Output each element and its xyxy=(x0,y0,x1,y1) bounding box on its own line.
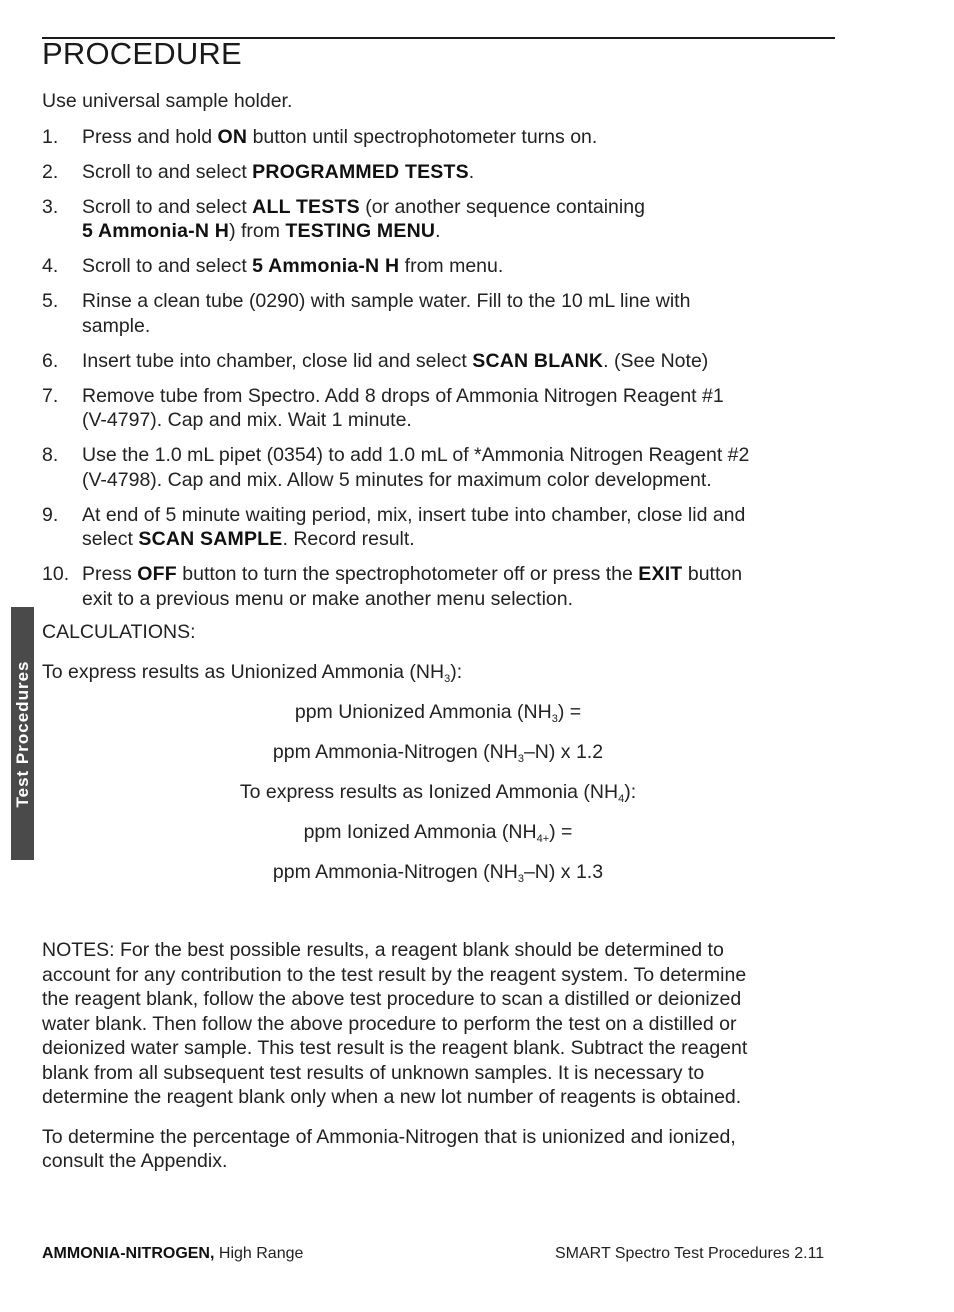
text-line: NOTES: For the best possible results, a reagent blank should be determined to xyxy=(42,939,724,961)
procedure-step xyxy=(42,443,842,492)
text-run: Use the 1.0 mL pipet (0354) to add 1.0 mL of *Ammonia Nitrogen Reagent #2 xyxy=(82,444,750,466)
side-tab-label: Test Procedures xyxy=(12,660,32,807)
text-run: . xyxy=(468,160,475,183)
step-number: 1. xyxy=(42,125,59,148)
text-line: the reagent blank, follow the above test procedure to scan a distilled or deionized xyxy=(42,988,742,1010)
subscript: 3 xyxy=(517,872,524,885)
text-run: ppm Unionized Ammonia (NH xyxy=(294,700,552,723)
text-run: –N) x 1.2 xyxy=(523,740,604,763)
bold-term: 5 Ammonia-N H xyxy=(82,220,230,242)
text-run: ) = xyxy=(549,820,573,843)
step-number: 10. xyxy=(42,563,70,585)
bold-term: EXIT xyxy=(638,563,683,585)
intro-text: Use universal sample holder. xyxy=(42,90,293,112)
text-run: Press xyxy=(82,563,138,585)
procedure-step xyxy=(42,289,842,338)
calculation-line xyxy=(42,660,842,685)
text-line: deionized water sample. This test result is the reagent blank. Subtract the reagent xyxy=(42,1037,748,1059)
text-run: To express results as Ionized Ammonia (NH xyxy=(239,780,619,803)
procedure-step xyxy=(42,384,842,433)
text-line: water blank. Then follow the above procedure to perform the test on a distilled or xyxy=(42,1012,737,1035)
subscript: 3 xyxy=(444,672,451,685)
calculations-heading: CALCULATIONS: xyxy=(42,620,196,643)
step-number: 6. xyxy=(42,349,59,372)
text-run: button to turn the spectrophotometer off or press the xyxy=(176,563,639,585)
bold-term: OFF xyxy=(137,563,177,585)
bold-term: TESTING MENU xyxy=(285,220,436,242)
appendix-paragraph xyxy=(42,1125,842,1174)
text-line: account for any contribution to the test result by the reagent system. To determine xyxy=(42,963,747,986)
calculation-line xyxy=(42,700,834,725)
procedure-body xyxy=(42,89,842,1174)
subscript: 3 xyxy=(551,712,558,725)
text-run: At end of 5 minute waiting period, mix, insert tube into chamber, close lid and xyxy=(82,503,746,526)
bold-term: SCAN BLANK xyxy=(472,349,604,372)
bold-term: SCAN SAMPLE xyxy=(138,528,283,550)
procedure-step xyxy=(42,125,842,150)
calculation-line xyxy=(42,860,834,885)
procedure-step xyxy=(42,160,842,185)
text-run: ): xyxy=(450,660,463,683)
bold-term: PROGRAMMED TESTS xyxy=(252,160,469,183)
text-run: . Record result. xyxy=(282,528,415,550)
text-run: select xyxy=(82,528,139,550)
calculation-line xyxy=(42,820,834,845)
text-run: Remove tube from Spectro. Add 8 drops of Ammonia Nitrogen Reagent #1 xyxy=(82,384,724,407)
calculations-lines xyxy=(42,660,842,885)
text-run: (V-4797). Cap and mix. Wait 1 minute. xyxy=(82,409,412,431)
text-run: Scroll to and select xyxy=(82,160,253,183)
notes-paragraph xyxy=(42,938,842,1110)
text-run: Scroll to and select xyxy=(82,195,253,218)
text-run: ppm Ionized Ammonia (NH xyxy=(303,820,537,843)
procedure-steps xyxy=(42,125,842,612)
subscript: 4 xyxy=(618,792,625,805)
footer-test-name: AMMONIA-NITROGEN, xyxy=(42,1245,215,1262)
text-line: consult the Appendix. xyxy=(42,1150,228,1172)
text-run: To express results as Unionized Ammonia (NH xyxy=(42,660,445,683)
step-number: 5. xyxy=(42,290,59,312)
step-number: 9. xyxy=(42,503,59,526)
page-title: PROCEDURE xyxy=(42,36,242,71)
side-tab xyxy=(11,607,34,860)
step-number: 2. xyxy=(42,160,59,183)
text-run: ): xyxy=(624,780,637,803)
text-run: ) from xyxy=(229,220,286,242)
text-run: button xyxy=(682,563,743,585)
subscript: 3 xyxy=(517,752,524,765)
text-run: . (See Note) xyxy=(603,349,709,372)
procedure-step xyxy=(42,562,842,611)
bold-term: 5 Ammonia-N H xyxy=(252,255,400,277)
calculation-line xyxy=(42,740,834,765)
procedure-step xyxy=(42,195,842,244)
step-number: 3. xyxy=(42,195,59,218)
text-run: (V-4798). Cap and mix. Allow 5 minutes for maximum color development. xyxy=(82,468,712,491)
text-run: sample. xyxy=(82,314,151,337)
text-run: ) = xyxy=(557,700,582,723)
text-run: exit to a previous menu or make another menu selection. xyxy=(82,587,574,610)
text-run: (or another sequence containing xyxy=(359,195,645,218)
footer-range: High Range xyxy=(214,1245,304,1262)
text-run: Insert tube into chamber, close lid and select xyxy=(82,349,473,372)
step-number: 8. xyxy=(42,444,59,466)
bold-term: ALL TESTS xyxy=(252,195,360,218)
step-number: 7. xyxy=(42,384,59,407)
text-run: button until spectrophotometer turns on. xyxy=(247,125,598,148)
procedure-step xyxy=(42,349,842,374)
text-run: ppm Ammonia-Nitrogen (NH xyxy=(272,860,518,883)
text-run: Rinse a clean tube (0290) with sample water. Fill to the 10 mL line with xyxy=(82,290,691,312)
calculation-line xyxy=(42,780,834,805)
text-run: –N) x 1.3 xyxy=(523,860,604,883)
text-run: Scroll to and select xyxy=(82,255,253,277)
bold-term: ON xyxy=(217,125,248,148)
step-number: 4. xyxy=(42,255,59,277)
footer-left xyxy=(42,1245,303,1263)
text-line: blank from all subsequent test results of unknown samples. It is necessary to xyxy=(42,1061,705,1084)
subscript: 4+ xyxy=(536,832,550,845)
procedure-step xyxy=(42,254,842,279)
text-run: ppm Ammonia-Nitrogen (NH xyxy=(272,740,518,763)
text-run: from menu. xyxy=(399,255,504,277)
text-run: Press and hold xyxy=(82,125,218,148)
procedure-step xyxy=(42,503,842,552)
text-line: determine the reagent blank only when a new lot number of reagents is obtained. xyxy=(42,1086,742,1108)
text-line: To determine the percentage of Ammonia-Nitrogen that is unionized and ionized, xyxy=(42,1125,736,1148)
footer-page-ref: SMART Spectro Test Procedures 2.11 xyxy=(555,1245,825,1262)
text-run: . xyxy=(435,220,441,242)
